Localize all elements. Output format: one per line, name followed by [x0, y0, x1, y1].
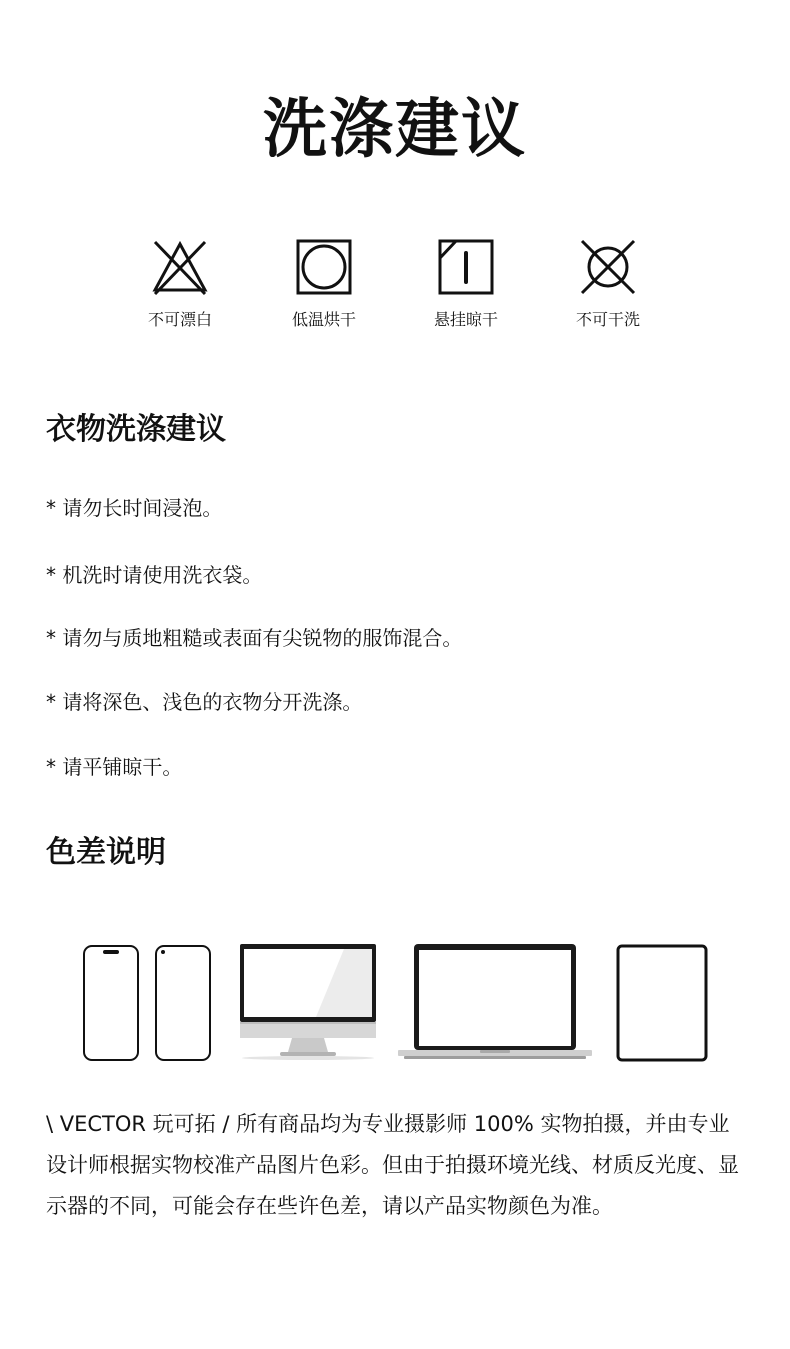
phone-icon — [82, 944, 140, 1062]
color-difference-text: \ VECTOR 玩可拓 / 所有商品均为专业摄影师 100% 实物拍摄，并由专业设计师根据实物校准产品图片色彩。但由于拍摄环境光线、材质反光度、显示器的不同，可能会存在些许色差，请以产品实物颜色为准。 — [46, 1112, 739, 1218]
care-item-no-bleach — [110, 238, 250, 330]
care-label: 不可干洗 — [575, 310, 640, 329]
washing-heading: 衣物洗涤建议 — [46, 412, 226, 447]
washing-tip: * 请勿长时间浸泡。 — [46, 496, 223, 520]
care-label: 悬挂晾干 — [433, 310, 498, 329]
washing-tip: * 机洗时请使用洗衣袋。 — [46, 563, 263, 587]
no-bleach-icon — [151, 238, 209, 296]
care-item-tumble-dry — [254, 238, 394, 330]
care-label: 低温烘干 — [291, 310, 356, 329]
washing-tip: * 请将深色、浅色的衣物分开洗涤。 — [46, 690, 363, 714]
tumble-dry-low-icon — [295, 238, 353, 296]
care-label: 不可漂白 — [147, 310, 212, 329]
tablet-icon — [616, 944, 708, 1062]
care-item-no-dry-clean — [538, 238, 678, 330]
device-illustrations — [0, 940, 790, 1065]
page-title: 洗涤建议 — [263, 93, 527, 167]
washing-tip: * 请平铺晾干。 — [46, 755, 183, 779]
no-dry-clean-icon — [579, 238, 637, 296]
laptop-icon — [396, 944, 594, 1062]
line-dry-icon — [437, 238, 495, 296]
washing-tip: * 请勿与质地粗糙或表面有尖锐物的服饰混合。 — [46, 626, 463, 650]
desktop-monitor-icon — [236, 944, 380, 1060]
care-item-line-dry — [396, 238, 536, 330]
color-difference-heading: 色差说明 — [46, 835, 166, 870]
care-symbols-row — [0, 238, 790, 348]
phone-icon — [154, 944, 212, 1062]
